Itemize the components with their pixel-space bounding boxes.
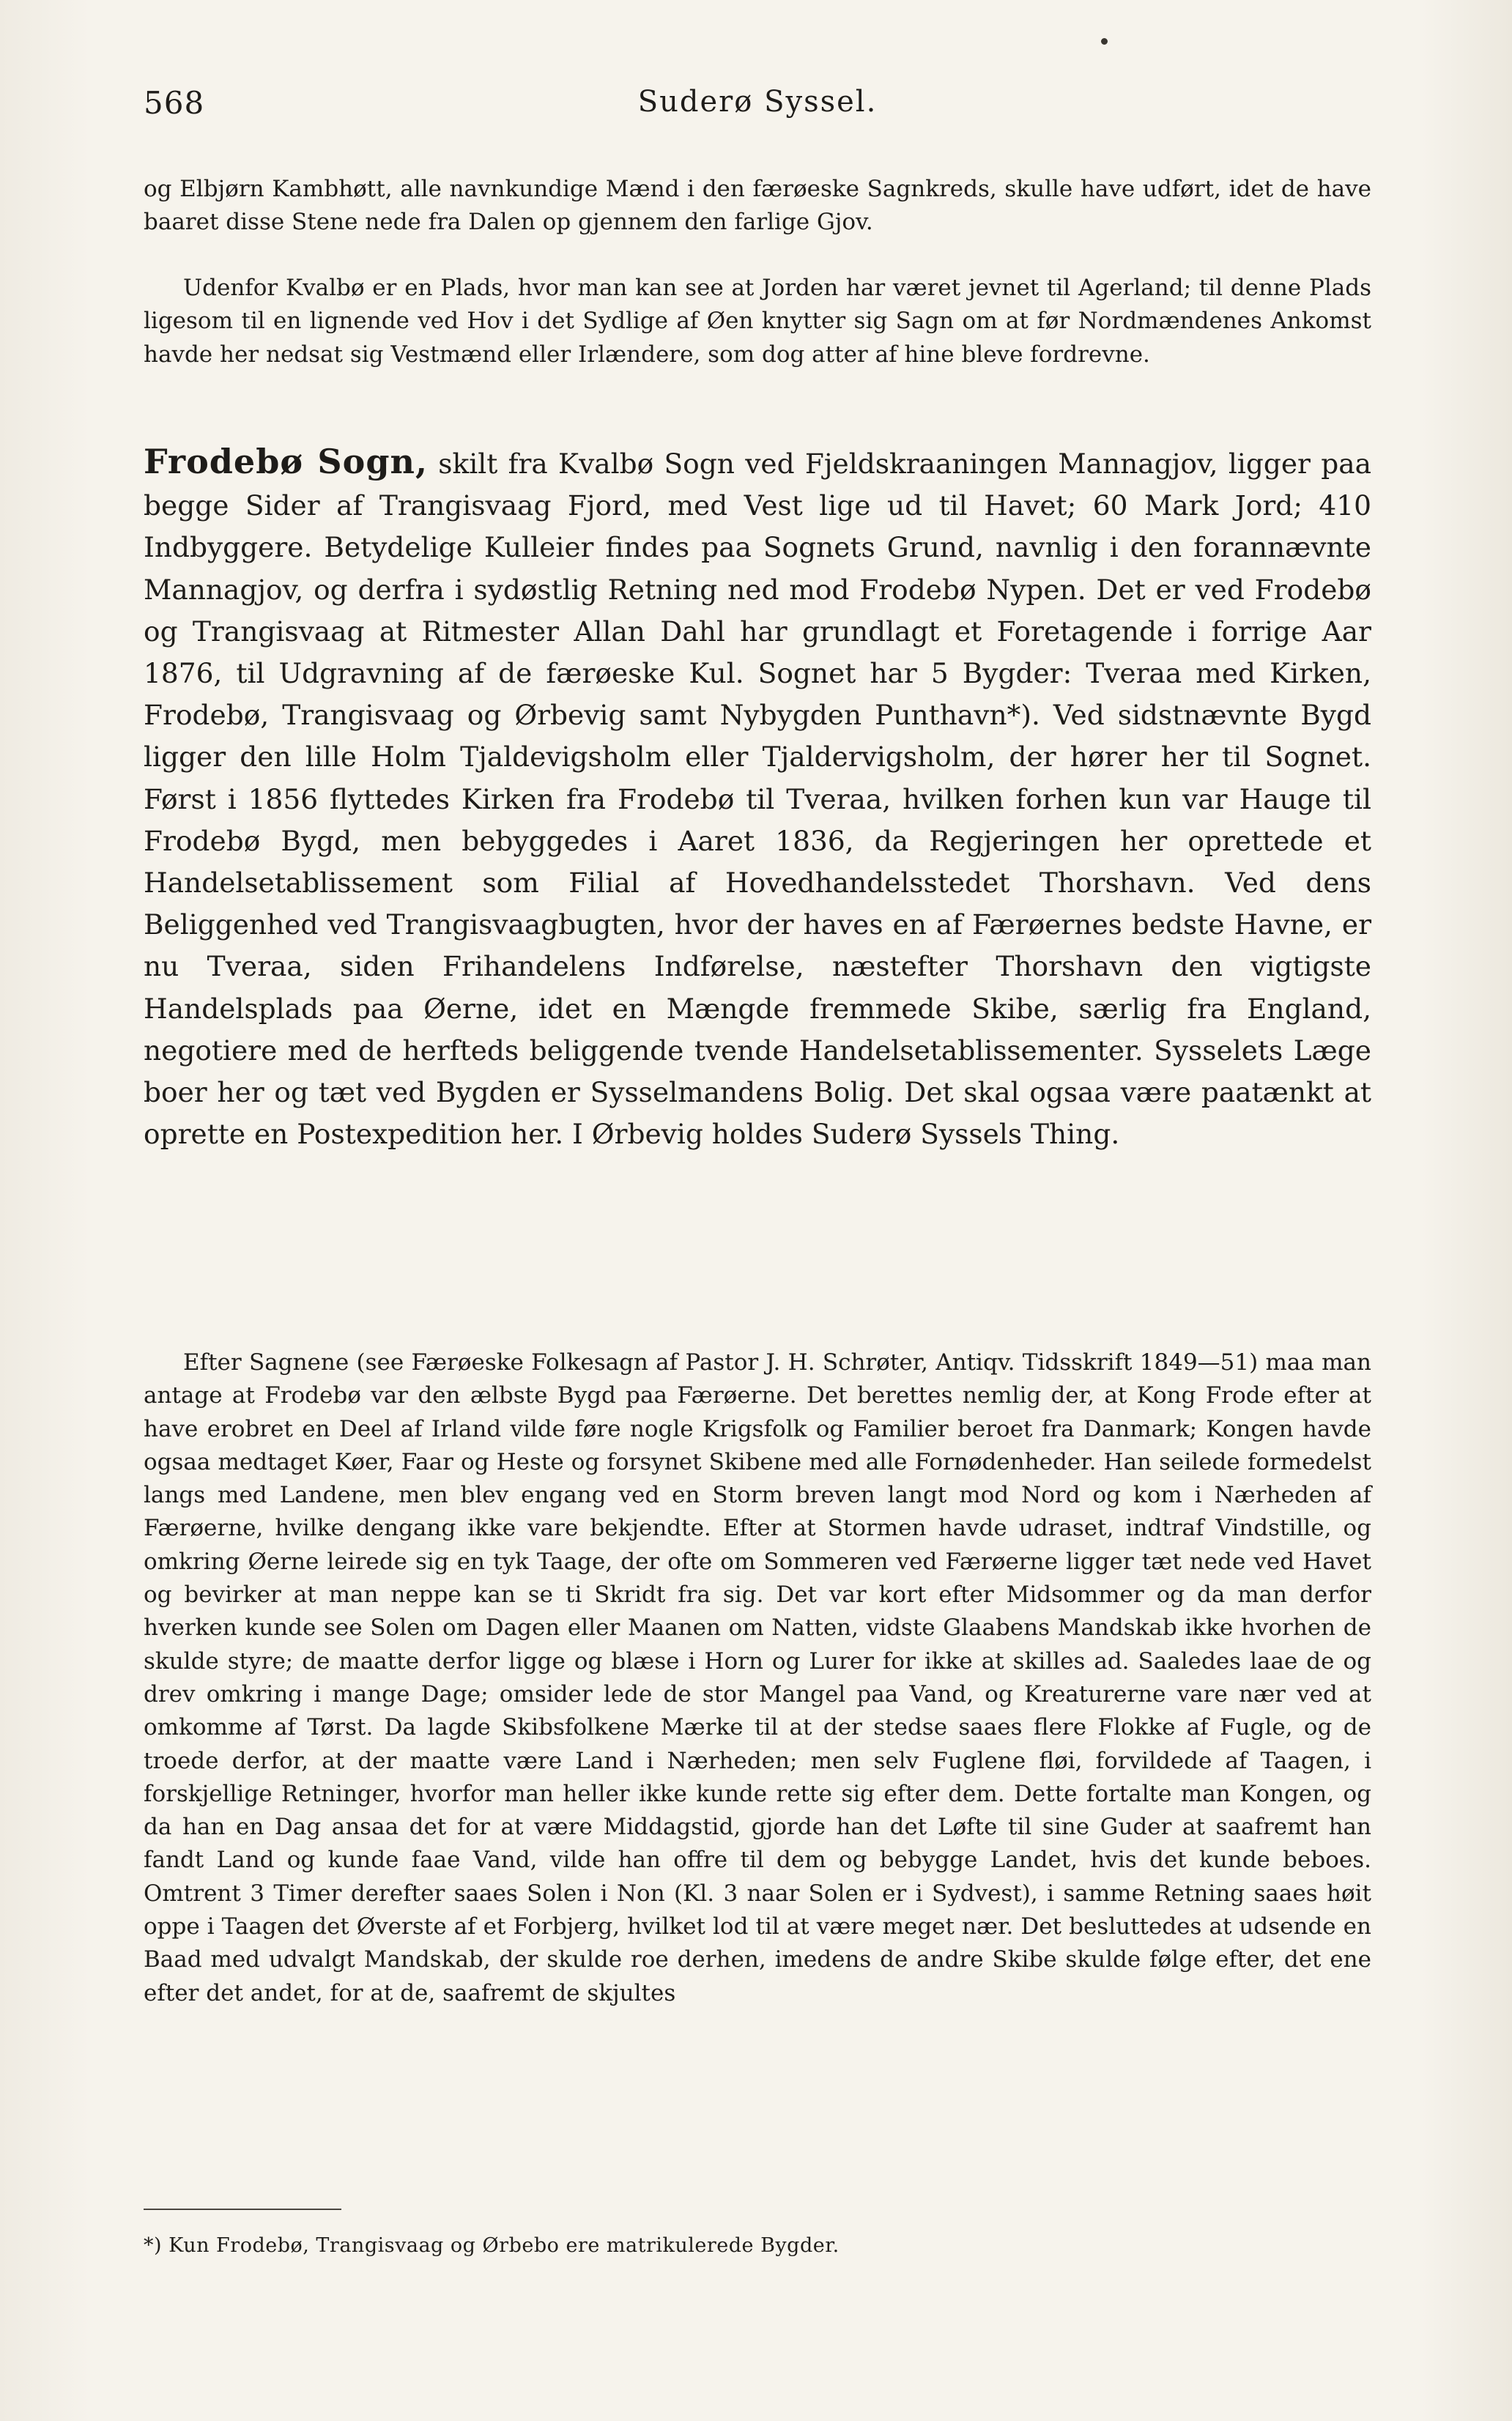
running-head: Suderø Syssel. <box>637 85 878 119</box>
paragraph-frodebo-sogn <box>144 441 1371 1155</box>
section-heading-frodebo-sogn: Frodebø Sogn, <box>144 442 428 481</box>
footnote: *) Kun Frodebø, Trangisvaag og Ørbebo ere matrikulerede Bygder. <box>144 2234 840 2257</box>
print-speck <box>1101 38 1108 45</box>
paragraph-sagn: Efter Sagnene (see Færøeske Folkesagn af Pastor J. H. Schrøter, Antiqv. Tidsskrift 1849—51) maa man antage at Frodebø var den ælbste Bygd paa Færøerne. Det berettes nemlig der, at Kong Frode efter at have erobret en Deel af Irland vilde føre nogle Krigsfolk og Familier beroet fra Danmark; Kongen havde ogsaa medtaget Køer, Faar og Heste og forsynet Skibene med alle Fornødenheder. Han seilede formedelst langs med Landene, men blev engang ved en Storm breven langt mod Nord og kom i Nærheden af Færøerne, hvilke dengang ikke vare bekjendte. Efter at Stormen havde udraset, indtraf Vindstille, og omkring Øerne leirede sig en tyk Taage, der ofte om Sommeren ved Færøerne ligger tæt nede ved Havet og bevirker at man neppe kan se ti Skridt fra sig. Det var kort efter Midsommer og da man derfor hverken kunde see Solen om Dagen eller Maanen om Natten, vidste Glaabens Mandskab ikke hvorhen de skulde styre; de maatte derfor ligge og blæse i Horn og Lurer for ikke at skilles ad. Saaledes laae de og drev omkring i mange Dage; omsider lede de stor Mangel paa Vand, og Kreaturerne vare nær ved at omkomme af Tørst. Da lagde Skibsfolkene Mærke til at der stedse saaes flere Flokke af Fugle, og de troede derfor, at der maatte være Land i Nærheden; men selv Fuglene fløi, forvildede af Taagen, i forskjellige Retninger, hvorfor man heller ikke kunde rette sig efter dem. Dette fortalte man Kongen, og da han en Dag ansaa det for at være Middagstid, gjorde han det Løfte til sine Guder at saafremt han fandt Land og kunde faae Vand, vilde han offre til dem og bebygge Landet, hvis det kunde beboes. Omtrent 3 Timer derefter saaes Solen i Non (Kl. 3 naar Solen er i Sydvest), i samme Retning saaes høit oppe i Taagen det Øverste af et Forbjerg, hvilket lod til at være meget nær. Det besluttedes at udsende en Baad med udvalgt Mandskab, der skulde roe derhen, imedens de andre Skibe skulde følge efter, det ene efter det andet, for at de, saafremt de skjultes <box>144 1349 1371 2006</box>
paragraph-continuation: og Elbjørn Kambhøtt, alle navnkundige Mænd i den færøeske Sagnkreds, skulle have udført, idet de have baaret disse Stene nede fra Dalen op gjennem den farlige Gjov. <box>144 176 1371 236</box>
footnote-rule <box>144 2209 341 2210</box>
section-body-frodebo-sogn: skilt fra Kvalbø Sogn ved Fjeldskraaningen Mannagjov, ligger paa begge Sider af Trangisvaag Fjord, med Vest lige ud til Havet; 60 Mark Jord; 410 Indbyggere. Betydelige Kulleier findes paa Sognets Grund, navnlig i den forannævnte Mannagjov, og derfra i sydøstlig Retning ned mod Frodebø Nypen. Det er ved Frodebø og Trangisvaag at Ritmester Allan Dahl har grundlagt et Foretagende i forrige Aar 1876, til Udgravning af de færøeske Kul. Sognet har 5 Bygder: Tveraa med Kirken, Frodebø, Trangisvaag og Ørbevig samt Nybygden Punthavn*). Ved sidstnævnte Bygd ligger den lille Holm Tjaldevigsholm eller Tjaldervigsholm, der hører her til Sognet. Først i 1856 flyttedes Kirken fra Frodebø til Tveraa, hvilken forhen kun var Hauge til Frodebø Bygd, men bebyggedes i Aaret 1836, da Regjeringen her oprettede et Handelsetablissement som Filial af Hovedhandelsstedet Thorshavn. Ved dens Beliggenhed ved Trangisvaagbugten, hvor der haves en af Færøernes bedste Havne, er nu Tveraa, siden Frihandelens Indførelse, næstefter Thorshavn den vigtigste Handelsplads paa Øerne, idet en Mængde fremmede Skibe, særlig fra England, negotiere med de herfteds beliggende tvende Handelsetablissementer. Sysselets Læge boer her og tæt ved Bygden er Sysselmandens Bolig. Det skal ogsaa være paatænkt at oprette en Postexpedition her. I Ørbevig holdes Suderø Syssels Thing. <box>144 448 1371 1151</box>
page-header <box>144 82 1371 126</box>
page-number: 568 <box>144 85 205 121</box>
paragraph-kvalbo-plads: Udenfor Kvalbø er en Plads, hvor man kan see at Jorden har været jevnet til Agerland; til denne Plads ligesom til en lignende ved Hov i det Sydlige af Øen knytter sig Sagn om at før Nordmændenes Ankomst havde her nedsat sig Vestmænd eller Irlændere, som dog atter af hine bleve fordrevne. <box>144 275 1371 368</box>
